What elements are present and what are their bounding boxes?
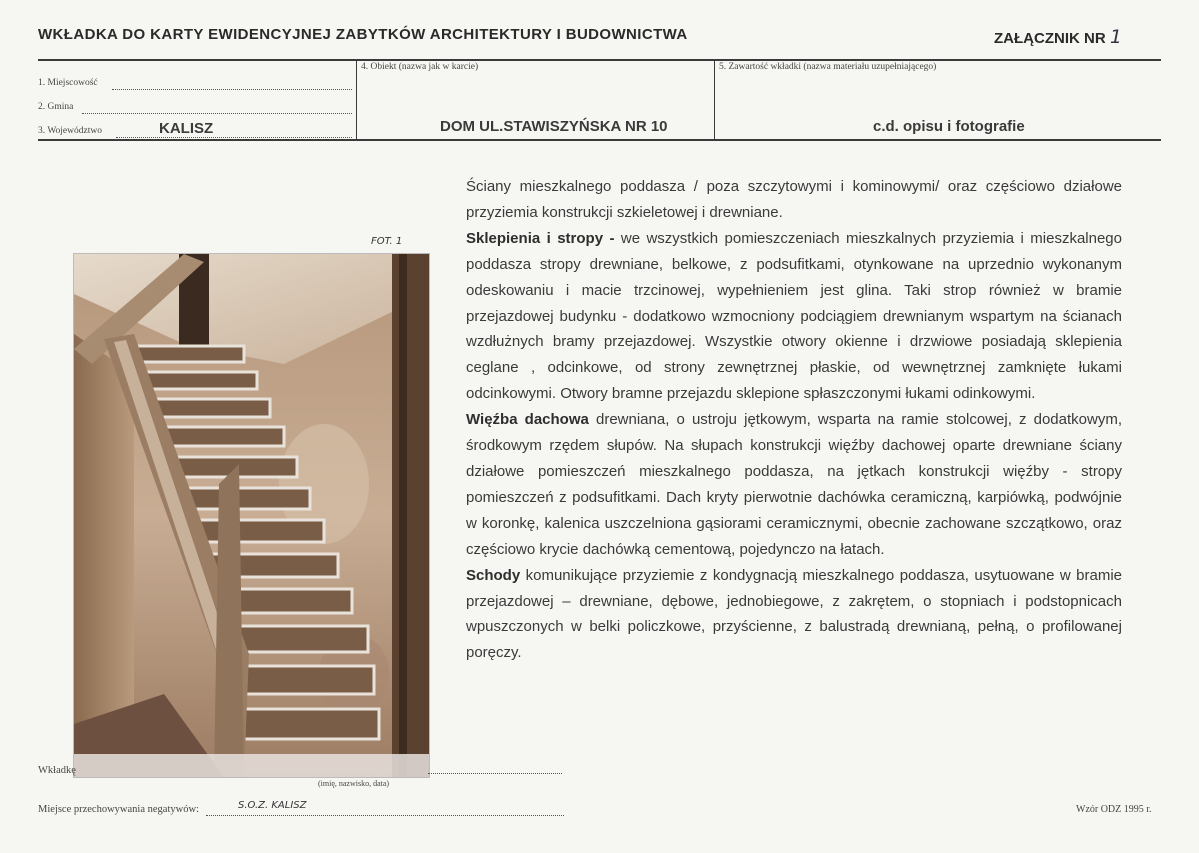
gmina-dots — [82, 112, 352, 114]
paragraph-walls-text: Ściany mieszkalnego poddasza / poza szczytowymi i kominowymi/ oraz częściowo działowe przyziemia konstrukcji szkieletowej i drewniane. — [466, 178, 1122, 221]
paragraph-roof — [466, 407, 1122, 562]
staircase-photo-image — [74, 254, 429, 777]
negatives-label: Miejsce przechowywania negatywów: — [38, 804, 199, 815]
form-title: WKŁADKA DO KARTY EWIDENCYJNEJ ZABYTKÓW ARCHITEKTURY I BUDOWNICTWA — [38, 26, 688, 43]
roof-text: drewniana, o ustroju jętkowym, wsparta na ramie stolcowej, z dodatkowym, środkowym rzędem słupów. Na słupach konstrukcji więźby dachowej oparte drewniane ściany działowe pomieszczeń mieszkalnego poddasza, na jętkach konstrukcji więźby - stropy pomieszczeń z podsufitkami. Dach kryty pierwotnie dachówka ceramiczną, karpiówką, podwójnie w koronkę, kalenica uszczelniona gąsiorami ceramicznymi, obecnie zachowane szczątkowo, oraz częściowo krycie dachówką cementową, pojedynczo na łatach. — [466, 411, 1122, 558]
paragraph-walls — [466, 174, 1122, 226]
stairs-heading: Schody — [466, 566, 521, 584]
wojewodztwo-label: 3. Województwo — [38, 126, 102, 136]
form-id: Wzór ODZ 1995 r. — [1076, 804, 1152, 815]
description-text — [466, 174, 1122, 666]
header-bottom-rule — [38, 139, 1161, 141]
header-top-rule — [38, 59, 1161, 61]
ceilings-heading: Sklepienia i stropy - — [466, 229, 615, 247]
obiekt-label: 4. Obiekt (nazwa jak w karcie) — [361, 62, 479, 72]
negatives-value: S.O.Z. KALISZ — [238, 800, 307, 811]
wkladke-dots — [428, 772, 562, 774]
miejscowosc-label: 1. Miejscowość — [38, 78, 98, 88]
column-divider-2 — [714, 59, 715, 140]
zawartosc-label: 5. Zawartość wkładki (nazwa materiału uzupełniającego) — [719, 62, 937, 72]
annex-label — [994, 26, 1122, 48]
zawartosc-value: c.d. opisu i fotografie — [873, 118, 1025, 135]
stairs-text: komunikujące przyziemie z kondygnacją mieszkalnego poddasza, usytuowane w bramie przejazdowej – drewniane, dębowe, jednobiegowe, z zakrętem, o stopniach i podstopnicach wpuszczonych w belki policzkowe, przyścienne, z balustradą drewnianą, pełną, o profilowanej poręczy. — [466, 566, 1122, 662]
annex-label-text: ZAŁĄCZNIK NR — [994, 30, 1106, 47]
annex-number: 1 — [1109, 26, 1122, 48]
roof-heading: Więźba dachowa — [466, 411, 589, 429]
ceilings-text: we wszystkich pomieszczeniach mieszkalnych przyziemia i mieszkalnego poddasza stropy drewniane, belkowe, z podsufitkami, otynkowane na uprzednio wykonanym odeskowaniu i macie trzcinowej, wypełnieniem jest glina. Taki strop również w bramie przejazdowej budynku - dodatkowo wzmocniony podciągiem drewnianym wspartym na ścianach wzdłużnych bramy przejazdowej. Wszystkie otwory okienne i drzwiowe posiadają sklepienia ceglane , odcinkowe, od strony zewnętrznej płaskie, od wewnętrznej zamknięte łukami odcinkowymi. Otwory bramne przejazdu sklepione spłaszczonymi łukami odinkowymi. — [466, 229, 1122, 403]
negatives-dots — [206, 814, 564, 816]
gmina-label: 2. Gmina — [38, 102, 74, 112]
wkladke-label: Wkładkę — [38, 765, 76, 776]
column-divider-1 — [356, 59, 357, 140]
wojewodztwo-dots — [116, 136, 352, 138]
staircase-photo — [73, 253, 430, 778]
paragraph-ceilings — [466, 226, 1122, 407]
paragraph-stairs — [466, 563, 1122, 667]
photo-caption: FOT. 1 — [371, 236, 403, 247]
obiekt-value: DOM UL.STAWISZYŃSKA NR 10 — [440, 118, 668, 135]
wojewodztwo-value: KALISZ — [159, 120, 214, 137]
miejscowosc-dots — [112, 88, 352, 90]
sign-hint: (imię, nazwisko, data) — [318, 779, 390, 788]
